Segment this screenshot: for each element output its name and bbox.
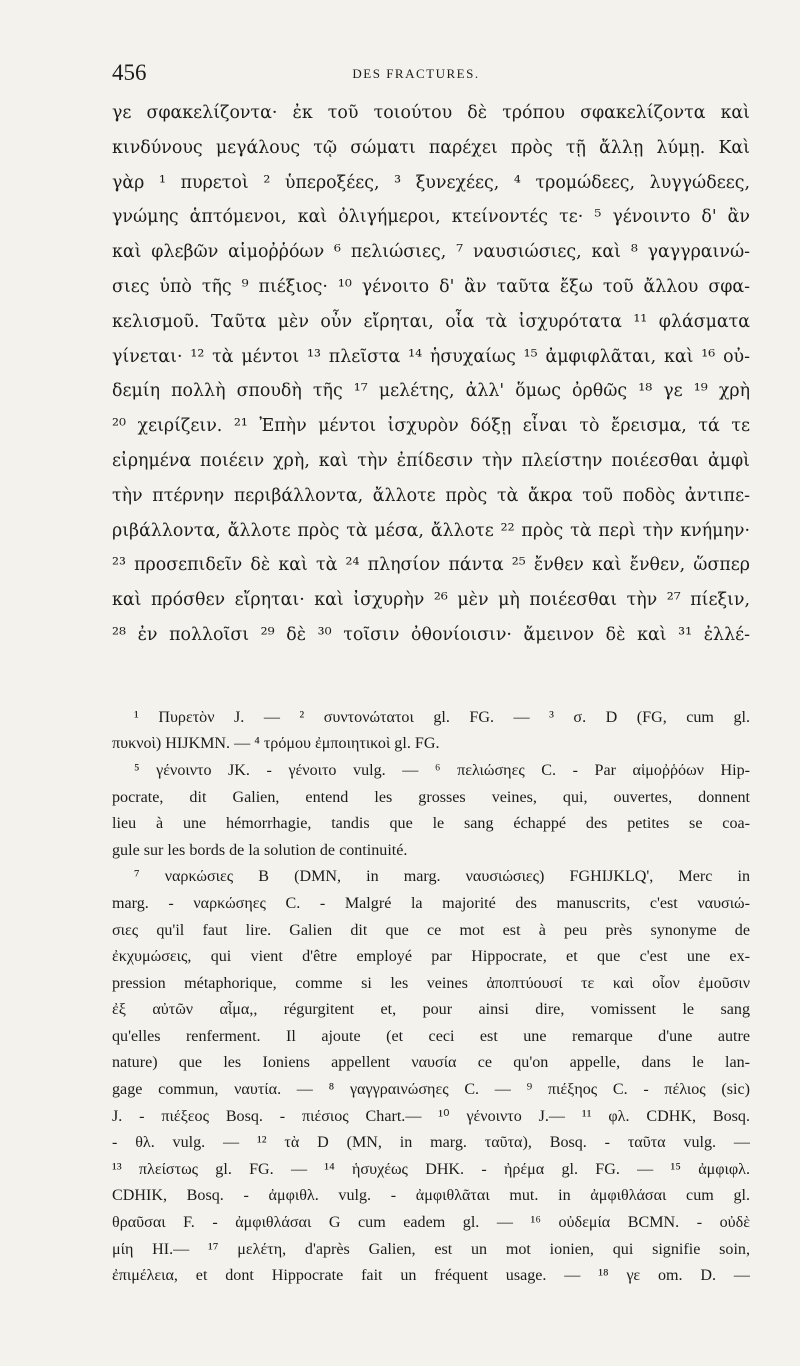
footnote-line: ἐξ αὐτῶν αἷμα,, régurgitent et, pour ainsi dire, vomissent le sang [112, 1001, 750, 1019]
footnote-line: ¹³ πλείστως gl. FG. — ¹⁴ ἡσυχέως DHK. - ἠρέμα gl. FG. — ¹⁵ ἀμφιφλ. [112, 1160, 750, 1178]
page-header [112, 0, 750, 96]
text-line: τὴν πτέρνην περιβάλλοντα, ἄλλοτε πρὸς τὰ ἄκρα τοῦ ποδὸς ἀντιπε- [112, 485, 750, 506]
footnote-line: pression métaphorique, comme si les veines ἀποπτύουσί τε καὶ οἷον ἐμοῦσιν [112, 974, 750, 992]
text-line: καὶ πρόσθεν εἴρηται· καὶ ἰσχυρὴν ²⁶ μὲν μὴ ποιέεσθαι τὴν ²⁷ πίεξιν, [112, 590, 750, 611]
footnote-line: gage commun, ναυτία. — ⁸ γαγγραινώσηες C. — ⁹ πιέξηος C. - πέλιος (sic) [112, 1081, 750, 1099]
footnote-line: gule sur les bords de la solution de continuité. [112, 841, 408, 859]
text-line: ²⁰ χειρίζειν. ²¹ Ἐπὴν μέντοι ἰσχυρὸν δόξῃ εἶναι τὸ ἔρεισμα, τά τε [112, 416, 750, 437]
footnote-line: nature) que les Ioniens appellent ναυσία ce qu'on appelle, dans le lan- [112, 1054, 750, 1072]
footnote-line: σιες qu'il faut lire. Galien dit que ce mot est à peu près synonyme de [112, 921, 750, 939]
text-line: σιες ὑπὸ τῆς ⁹ πιέξιος· ¹⁰ γένοιτο δ' ἂν ταῦτα ἔξω τοῦ ἄλλου σφα- [112, 276, 750, 297]
footnote-line: ⁷ ναρκώσιες B (DMN, in marg. ναυσιώσιες) FGHIJKLQ', Merc in [134, 868, 750, 886]
text-line: εἰρημένα ποιέειν χρὴ, καὶ τὴν ἐπίδεσιν τὴν πλείστην ποιέεσθαι ἀμφὶ [112, 450, 750, 471]
footnote-line: lieu à une hémorrhagie, tandis que le sang échappé des petites se coa- [112, 815, 750, 833]
footnote-line: CDHIK, Bosq. - ἀμφιθλ. vulg. - ἀμφιθλᾶται mut. in ἀμφιθλάσαι cum gl. [112, 1187, 750, 1205]
footnotes [112, 705, 750, 1290]
text-line: γε σφακελίζοντα· ἐκ τοῦ τοιούτου δὲ τρόπου σφακελίζοντα καὶ [112, 103, 750, 123]
text-line: καὶ φλεβῶν αἱμοῤῥόων ⁶ πελιώσιες, ⁷ ναυσιώσιες, καὶ ⁸ γαγγραινώ- [112, 242, 750, 263]
section-divider [112, 653, 750, 705]
footnote-line: qu'elles renferment. Il ajoute (et ceci est une remarque d'une autre [112, 1027, 750, 1045]
footnote-line: πυκνοὶ) HIJKMN. — ⁴ τρόμου ἐμποιητικοὶ gl. FG. [112, 735, 440, 753]
footnote-line: - θλ. vulg. — ¹² τὰ D (MN, in marg. ταῦτα), Bosq. - ταῦτα vulg. — [112, 1134, 750, 1152]
text-line: κινδύνους μεγάλους τῷ σώματι παρέχει πρὸς τῇ ἄλλῃ λύμῃ. Καὶ [112, 137, 750, 158]
text-line: κελισμοῦ. Ταῦτα μὲν οὖν εἴρηται, οἷα τὰ ἰσχυρότατα ¹¹ φλάσματα [112, 311, 750, 332]
text-line: γίνεται· ¹² τὰ μέντοι ¹³ πλεῖστα ¹⁴ ἡσυχαίως ¹⁵ ἀμφιφλᾶται, καὶ ¹⁶ οὐ- [112, 346, 750, 367]
text-line: ριβάλλοντα, ἄλλοτε πρὸς τὰ μέσα, ἄλλοτε ²² πρὸς τὰ περὶ τὴν κνήμην· [112, 520, 750, 541]
footnote-line: μίη HI.— ¹⁷ μελέτη, d'après Galien, est un mot ionien, qui signifie soin, [112, 1240, 750, 1258]
footnote-line: ¹ Πυρετὸν J. — ² συντονώτατοι gl. FG. — ³ σ. D (FG, cum gl. [134, 708, 750, 726]
main-greek-text [112, 96, 750, 653]
running-head: DES FRACTURES. [352, 66, 480, 81]
page-number: 456 [112, 60, 147, 85]
footnote-line: pocrate, dit Galien, entend les grosses veines, qui, ouvertes, donnent [112, 788, 750, 806]
footnote-line: J. - πιέξεος Bosq. - πιέσιος Chart.— ¹⁰ γένοιντο J.— ¹¹ φλ. CDHK, Bosq. [112, 1107, 750, 1125]
footnote-line: ἐκχυμώσεις, qui vient d'être employé par Hippocrate, et que c'est une ex- [112, 948, 750, 966]
footnote-line: ἐπιμέλεια, et dont Hippocrate fait un fréquent usage. — ¹⁸ γε om. D. — [112, 1267, 750, 1285]
footnote-line: marg. - ναρκώσηες C. - Malgré la majorité des manuscrits, c'est ναυσιώ- [112, 894, 750, 912]
text-line: ²⁸ ἐν πολλοῖσι ²⁹ δὲ ³⁰ τοῖσιν ὀθονίοισιν· ἄμεινον δὲ καὶ ³¹ ἐλλέ- [112, 624, 750, 645]
text-line: γνώμης ἁπτόμενοι, καὶ ὀλιγήμεροι, κτείνοντές τε· ⁵ γένοιντο δ' ἂν [112, 207, 750, 228]
text-line: γὰρ ¹ πυρετοὶ ² ὑπεροξέες, ³ ξυνεχέες, ⁴ τρομώδεες, λυγγώδεες, [112, 172, 750, 193]
footnote-line: θραῦσαι F. - ἀμφιθλάσαι G cum eadem gl. — ¹⁶ οὐδεμία BCMN. - οὐδὲ [112, 1214, 750, 1232]
footnote-line: ⁵ γένοιντο JK. - γένοιτο vulg. — ⁶ πελιώσηες C. - Par αἱμοῤῥόων Hip- [134, 761, 750, 779]
text-line: δεμίη πολλὴ σπουδὴ τῆς ¹⁷ μελέτης, ἀλλ' ὅμως ὀρθῶς ¹⁸ γε ¹⁹ χρὴ [112, 381, 750, 402]
text-line: ²³ προσεπιδεῖν δὲ καὶ τὰ ²⁴ πλησίον πάντα ²⁵ ἔνθεν καὶ ἔνθεν, ὥσπερ [112, 555, 750, 576]
